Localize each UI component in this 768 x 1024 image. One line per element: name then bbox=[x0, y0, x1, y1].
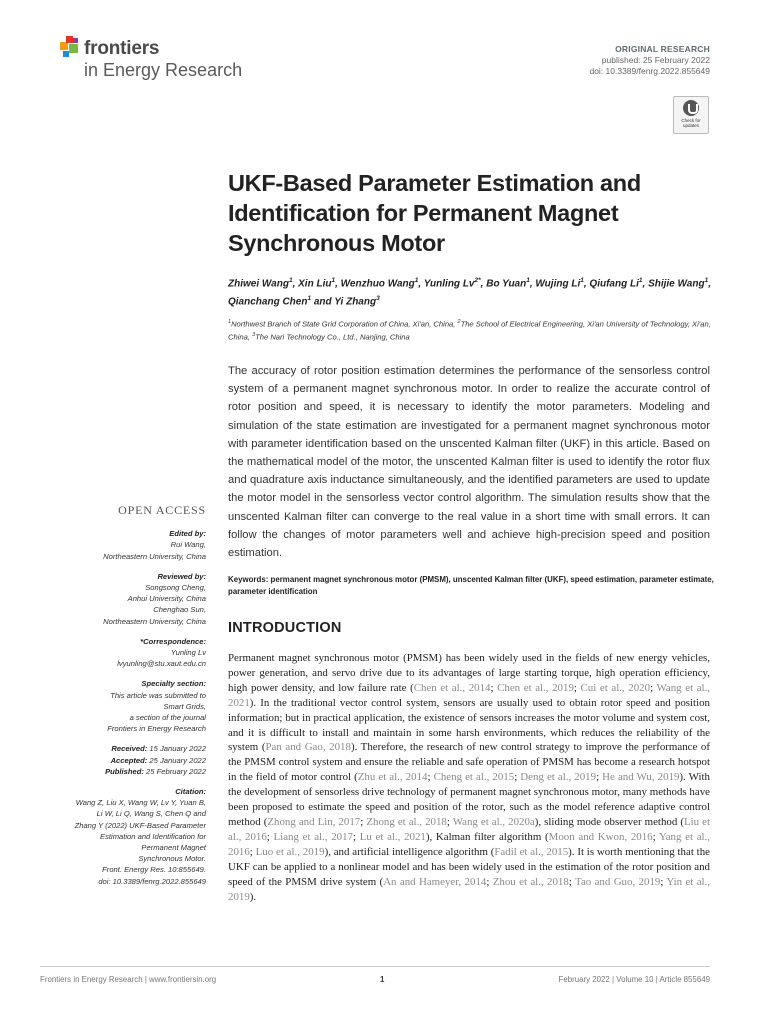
citation-link[interactable]: Deng et al., 2019 bbox=[520, 771, 597, 784]
article-meta bbox=[589, 44, 710, 77]
author-name[interactable]: Yi Zhang bbox=[334, 296, 377, 308]
author-affiliation-mark: 1 bbox=[638, 277, 643, 284]
sidebar-line: Yunling Lv bbox=[170, 648, 206, 658]
body-text-run: ), sliding mode observer method ( bbox=[534, 815, 684, 828]
body-text-run: ; bbox=[596, 771, 603, 784]
body-text-run: ; bbox=[568, 875, 576, 888]
check-updates-icon bbox=[683, 100, 699, 116]
article-title: UKF-Based Parameter Estimation and Identification for Permanent Magnet Synchronous Motor bbox=[228, 170, 641, 256]
keywords: Keywords: permanent magnet synchronous motor (PMSM), unscented Kalman filter (UKF), speed estimation, parameter estimate, parameter identification bbox=[228, 575, 714, 596]
body-text-run: ; bbox=[249, 845, 256, 858]
frontiers-logo-icon bbox=[58, 33, 82, 61]
body-text-run: ; bbox=[266, 830, 274, 843]
author-separator: , bbox=[583, 278, 590, 290]
body-text-run: Permanent magnet synchronous motor (PMSM) has been widely used in the fields of new energy vehicles, power generation, and servo drive due to its advantages of large starting torque, high operation efficiency, high power density, and low failure rate ( bbox=[228, 652, 710, 694]
affiliation-text: The School of Electrical Engineering, Xi'an University of Technology, Xi'an, China, bbox=[228, 319, 711, 342]
sidebar-line: Songsong Cheng, bbox=[145, 583, 206, 593]
citation-link[interactable]: Zhong and Lin, 2017 bbox=[267, 815, 361, 828]
citation-link[interactable]: He and Wu, 2019 bbox=[602, 771, 680, 784]
author-affiliation-mark: 1 bbox=[307, 294, 312, 302]
citation-link[interactable]: Cui et al., 2020 bbox=[580, 681, 651, 694]
author-separator: , bbox=[292, 278, 299, 290]
citation-link[interactable]: Luo et al., 2019 bbox=[255, 845, 325, 858]
sidebar-line: Front. Energy Res. 10:855649. bbox=[102, 865, 206, 875]
sidebar-line: Smart Grids, bbox=[163, 701, 206, 711]
citation-link[interactable]: Wang et al., 2021 bbox=[228, 681, 711, 709]
affiliation-mark: 1 bbox=[228, 319, 232, 325]
body-text-run: ). With the development of sensorless drive technology of permanent magnet synchronous motor, many methods have been proposed to estimate the speed and position of the rotor, such as the model reference adaptive control method ( bbox=[228, 771, 710, 828]
author-affiliation-mark: 3 bbox=[376, 294, 380, 302]
affiliation-mark: 2 bbox=[457, 319, 461, 325]
introduction-paragraph bbox=[228, 651, 710, 904]
author-separator: and bbox=[311, 296, 335, 308]
author-affiliation-mark: 1 bbox=[288, 277, 293, 284]
journal-logo[interactable] bbox=[58, 33, 258, 83]
author-name[interactable]: Zhiwei Wang bbox=[228, 278, 289, 290]
citation-link[interactable]: Zhu et al., 2014 bbox=[357, 771, 428, 784]
sidebar-line: Estimation and Identification for bbox=[100, 831, 206, 841]
citation-link[interactable]: Zhong et al., 2018 bbox=[366, 815, 447, 828]
author-name[interactable]: Qianchang Chen bbox=[228, 296, 308, 308]
body-text-run: ; bbox=[514, 771, 521, 784]
sidebar-line: Anhui University, China bbox=[127, 594, 206, 604]
author-name[interactable]: Wenzhuo Wang bbox=[340, 278, 415, 290]
affiliation-text: The Nari Technology Co., Ltd., Nanjing, China bbox=[255, 332, 410, 342]
sidebar-line: a section of the journal bbox=[129, 713, 206, 723]
affiliations bbox=[228, 317, 718, 342]
date-value: 25 February 2022 bbox=[146, 766, 206, 776]
correspondence-email[interactable]: lvyunling@stu.xaut.edu.cn bbox=[117, 659, 206, 669]
body-text-run: ; bbox=[486, 875, 493, 888]
sidebar-line: Zhang Y (2022) UKF-Based Parameter bbox=[74, 820, 206, 830]
page-number: 1 bbox=[380, 975, 385, 984]
date-row bbox=[40, 743, 206, 754]
author-affiliation-mark: 1 bbox=[526, 277, 530, 284]
author-separator: , bbox=[529, 278, 536, 290]
body-text-run: ). It is worth mentioning that the UKF can be applied to a nonlinear model and has been widely used in the estimation of the rotor position and speed of the PMSM drive system ( bbox=[228, 845, 710, 888]
author-name[interactable]: Bo Yuan bbox=[486, 278, 527, 290]
author-name[interactable]: Xin Liu bbox=[298, 278, 332, 290]
journal-name: in Energy Research bbox=[84, 60, 243, 80]
sidebar-line: Li W, Li Q, Wang S, Chen Q and bbox=[96, 809, 206, 819]
sidebar-line: This article was submitted to bbox=[110, 690, 206, 700]
citation-link[interactable]: Lu et al., 2021 bbox=[359, 830, 426, 843]
citation-link[interactable]: Yin et al., 2019 bbox=[228, 875, 710, 903]
author-affiliation-mark: 1 bbox=[704, 277, 709, 284]
sidebar-line: Permanent Magnet bbox=[141, 843, 206, 853]
affiliation-mark: 3 bbox=[252, 331, 256, 338]
author-separator: , bbox=[642, 278, 649, 290]
body-text-run: ; bbox=[352, 830, 360, 843]
footer-journal-link[interactable]: Frontiers in Energy Research | www.frontiersin.org bbox=[40, 975, 217, 984]
sidebar-line: Chenghao Sun, bbox=[153, 605, 206, 615]
author-separator: , bbox=[480, 278, 487, 290]
citation-link[interactable]: Liu et al., 2016 bbox=[228, 815, 710, 843]
body-text-run: ; bbox=[573, 681, 581, 694]
sidebar-line: Wang Z, Liu X, Wang W, Lv Y, Yuan B, bbox=[75, 798, 206, 808]
sidebar-section bbox=[40, 636, 206, 670]
body-text-run: ), and artificial intelligence algorithm ( bbox=[324, 845, 495, 858]
sidebar-line: Frontiers in Energy Research bbox=[107, 724, 206, 734]
sidebar-heading: Specialty section: bbox=[141, 679, 206, 689]
author-separator: , bbox=[335, 278, 341, 290]
body-text-run: ; bbox=[490, 681, 498, 694]
affiliation-text: Northwest Branch of State Grid Corporation of China, Xi'an, China, bbox=[231, 319, 458, 329]
sidebar-line: Northeastern University, China bbox=[103, 551, 206, 561]
body-text-run: ; bbox=[427, 771, 434, 784]
author-separator: , bbox=[418, 278, 424, 290]
citation-link[interactable]: Pan and Gao, 2018 bbox=[265, 741, 351, 754]
sidebar-section bbox=[40, 528, 206, 562]
citation-link[interactable]: Moon and Kwon, 2016 bbox=[548, 830, 653, 843]
author-name[interactable]: Qiufang Li bbox=[589, 278, 639, 290]
date-label: Received: bbox=[111, 744, 148, 754]
sidebar-heading: Reviewed by: bbox=[157, 571, 206, 581]
author-affiliation-mark: 1 bbox=[414, 277, 419, 284]
body-text-run: ). bbox=[249, 890, 257, 903]
date-row bbox=[40, 766, 206, 777]
footer-issue-info: February 2022 | Volume 10 | Article 855649 bbox=[558, 975, 710, 984]
date-value: 15 January 2022 bbox=[149, 744, 206, 754]
author-affiliation-mark: 1 bbox=[331, 277, 336, 284]
sidebar-heading: *Correspondence: bbox=[140, 636, 206, 646]
date-value: 25 January 2022 bbox=[149, 755, 206, 765]
citation-link[interactable]: Wang et al., 2020a bbox=[452, 815, 535, 828]
author-list bbox=[228, 274, 718, 310]
section-heading-introduction: INTRODUCTION bbox=[228, 620, 342, 636]
footer-divider bbox=[40, 966, 710, 967]
author-affiliation-mark: 2* bbox=[474, 277, 481, 284]
brand-name: frontiers bbox=[84, 38, 160, 59]
citation-link[interactable]: Chen et al., 2019 bbox=[497, 681, 574, 694]
check-for-updates-button[interactable] bbox=[673, 96, 709, 134]
body-text-run: ; bbox=[650, 681, 657, 694]
author-name[interactable]: Wujing Li bbox=[535, 278, 581, 290]
check-updates-label: Check for updates bbox=[681, 118, 701, 128]
article-doi[interactable]: doi: 10.3389/fenrg.2022.855649 bbox=[589, 66, 710, 76]
citation-link[interactable]: Cheng et al., 2015 bbox=[433, 771, 515, 784]
open-access-label: OPEN ACCESS bbox=[118, 503, 206, 517]
citation-link[interactable]: Yang et al., 2016 bbox=[228, 830, 710, 858]
citation-link[interactable]: An and Hameyer, 2014 bbox=[383, 875, 487, 888]
body-text-run: ), Kalman filter algorithm ( bbox=[425, 830, 549, 843]
sidebar-section bbox=[40, 786, 206, 887]
sidebar bbox=[40, 505, 206, 887]
body-text-run: ; bbox=[660, 875, 667, 888]
author-name[interactable]: Shijie Wang bbox=[648, 278, 705, 290]
sidebar-heading: Edited by: bbox=[169, 529, 206, 539]
sidebar-section bbox=[40, 678, 206, 734]
date-row bbox=[40, 755, 206, 766]
sidebar-section bbox=[40, 743, 206, 777]
citation-link[interactable]: Zhou et al., 2018 bbox=[492, 875, 569, 888]
sidebar-line: Synchronous Motor. bbox=[138, 854, 206, 864]
author-name[interactable]: Yunling Lv bbox=[423, 278, 475, 290]
sidebar-section bbox=[40, 571, 206, 627]
body-text-run: ; bbox=[360, 815, 367, 828]
date-label: Published: bbox=[105, 766, 144, 776]
citation-link[interactable]: Tao and Guo, 2019 bbox=[575, 875, 661, 888]
body-text-run: ; bbox=[446, 815, 453, 828]
citation-link[interactable]: Fadil et al., 2015 bbox=[494, 845, 569, 858]
sidebar-line: Rui Wang, bbox=[170, 540, 206, 550]
body-text-run: ). In the traditional vector control system, sensors are usually used to obtain rotor speed and position information; but in practical application, the existence of sensors increases the motor volume and system cost, and it is difficult to install and maintain in some harsh environments, which reduces the reliability of the system ( bbox=[228, 696, 710, 754]
date-label: Accepted: bbox=[110, 755, 148, 765]
citation-link[interactable]: Chen et al., 2014 bbox=[413, 681, 491, 694]
citation-link[interactable]: Liang et al., 2017 bbox=[273, 830, 353, 843]
author-separator: , bbox=[708, 278, 711, 290]
body-text-run: ; bbox=[652, 830, 659, 843]
body-text-run: ). Therefore, the research of new control strategy to improve the performance of the PMSM control system and ensure the reliable and safe operation of PMSM has become a research hotspot in the field of motor control ( bbox=[228, 741, 710, 784]
author-affiliation-mark: 1 bbox=[580, 277, 584, 284]
sidebar-heading: Citation: bbox=[175, 787, 206, 797]
abstract: The accuracy of rotor position estimation determines the performance of the sensorless control system of a permanent magnet synchronous motor. In order to realize the accurate control of rotor position and speed, it is necessary to identify the motor parameters. Modeling and simulation of the state estimation are investigated for a permanent magnet synchronous motor with parameter identification based on the unscented Kalman filter (UKF) in this article. Based on the mathematical model of the motor, the unscented Kalman filter is used to identify the rotor flux and quadrature axis inductance simultaneously, and the identified parameters are used to update the motor model in the sensorless vector control algorithm. The simulation results show that the unscented Kalman filter can converge to the real value in a short time with small errors. It can follow the changes of motor parameters well and achieve high-precision speed and position estimation. bbox=[228, 365, 710, 560]
published-date: published: 25 February 2022 bbox=[601, 55, 710, 65]
sidebar-line: doi: 10.3389/fenrg.2022.855649 bbox=[98, 876, 206, 886]
article-type: ORIGINAL RESEARCH bbox=[615, 44, 710, 54]
sidebar-line: Northeastern University, China bbox=[103, 616, 206, 626]
